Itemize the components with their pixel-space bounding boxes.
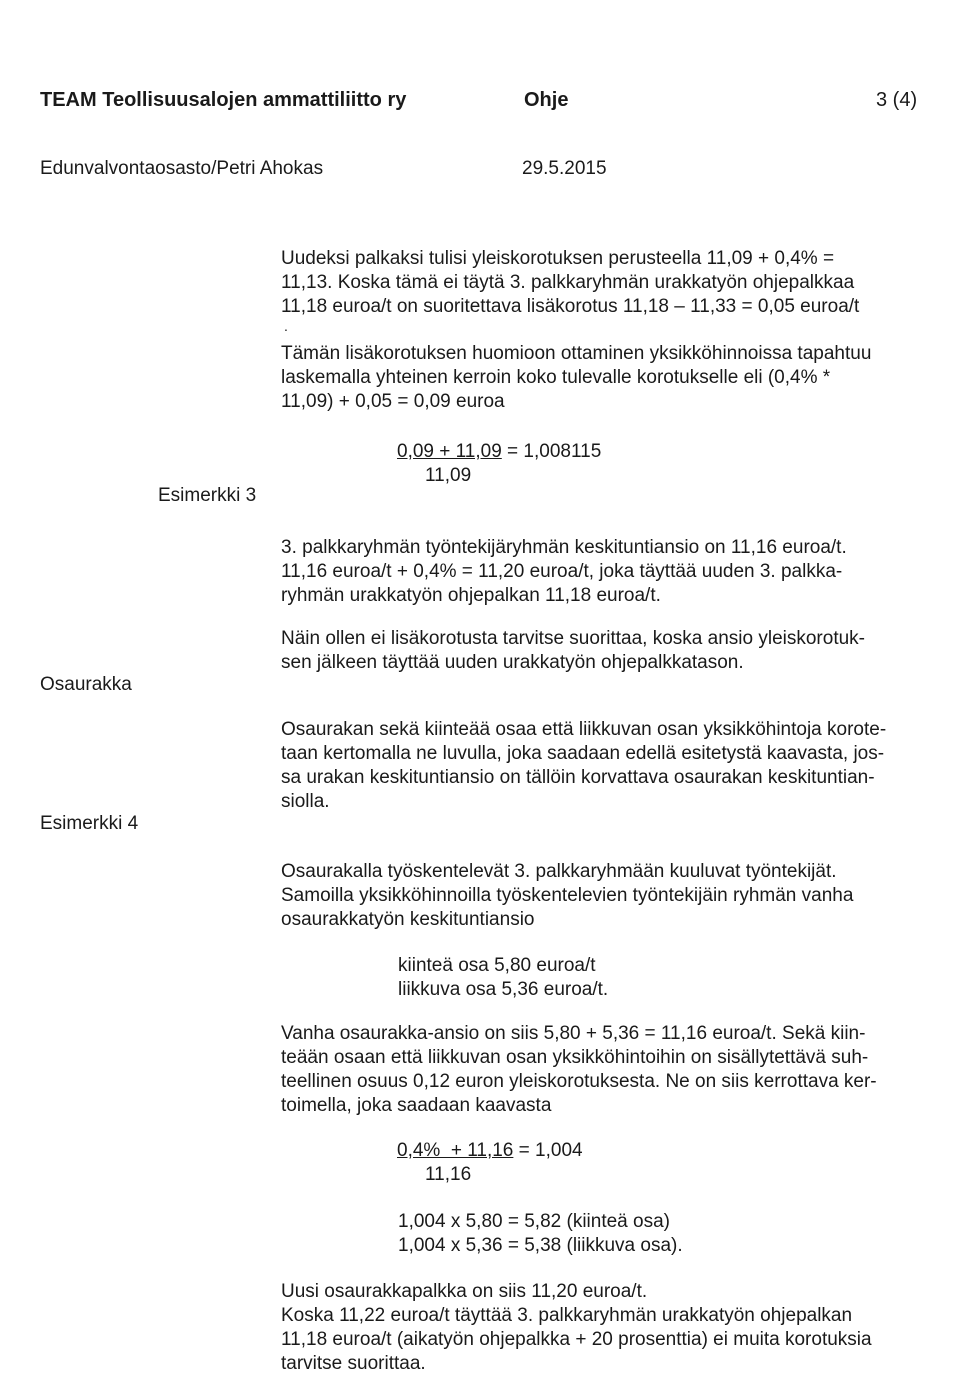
department: Edunvalvontaosasto/Petri Ahokas xyxy=(40,158,324,179)
formula-2-numerator: 0,4% + 11,16 xyxy=(397,1140,514,1161)
calc-variable: 1,004 x 5,36 = 5,38 (liikkuva osa). xyxy=(398,1235,683,1256)
paragraph-line: Uudeksi palkaksi tulisi yleiskorotuksen perusteella 11,09 + 0,4% = xyxy=(281,248,835,269)
paragraph-line: Osaurakalla työskentelevät 3. palkkaryhmään kuuluvat työntekijät. xyxy=(281,861,837,882)
paragraph-line: Osaurakan sekä kiinteää osaa että liikkuvan osan yksikköhintoja korote- xyxy=(281,719,887,740)
formula-1-line xyxy=(397,441,601,463)
page-number: 3 (4) xyxy=(876,89,918,111)
calc-fixed: 1,004 x 5,80 = 5,82 (kiinteä osa) xyxy=(398,1211,670,1232)
paragraph-6 xyxy=(281,860,853,932)
paragraph-line: toimella, joka saadaan kaavasta xyxy=(281,1095,552,1116)
paragraph-line: sen jälkeen täyttää uuden urakkatyön ohjepalkkatason. xyxy=(281,652,744,673)
margin-label-example4: Esimerkki 4 xyxy=(40,813,139,834)
document-type: Ohje xyxy=(524,89,569,111)
paragraph-line: osaurakkatyön keskituntiansio xyxy=(281,909,535,930)
paragraph-line: taan kertomalla ne luvulla, joka saadaan edellä esitetystä kaavasta, jos- xyxy=(281,743,885,764)
margin-label-piecework: Osaurakka xyxy=(40,674,132,695)
paragraph-line: Vanha osaurakka-ansio on siis 5,80 + 5,36 = 11,16 euroa/t. Sekä kiin- xyxy=(281,1023,866,1044)
paragraph-line: ryhmän urakkatyön ohjepalkan 11,18 euroa/t. xyxy=(281,585,661,606)
formula-1-result: = 1,008115 xyxy=(501,441,602,462)
paragraph-line: tarvitse suorittaa. xyxy=(281,1353,426,1374)
wage-part-fixed: kiinteä osa 5,80 euroa/t xyxy=(398,955,596,976)
formula-1-numerator: 0,09 + 11,09 xyxy=(397,441,502,462)
formula-1-denominator: 11,09 xyxy=(425,465,472,486)
document-date: 29.5.2015 xyxy=(522,158,607,179)
paragraph-line: 11,16 euroa/t + 0,4% = 11,20 euroa/t, joka täyttää uuden 3. palkka- xyxy=(281,561,843,582)
stray-dot: . xyxy=(284,318,288,334)
paragraph-line: 3. palkkaryhmän työntekijäryhmän keskituntiansio on 11,16 euroa/t. xyxy=(281,537,847,558)
paragraph-line: laskemalla yhteinen kerroin koko tulevalle korotukselle eli (0,4% * xyxy=(281,367,831,388)
organization-name: TEAM Teollisuusalojen ammattiliitto ry xyxy=(40,89,407,111)
margin-label-example3: Esimerkki 3 xyxy=(158,485,257,506)
paragraph-4 xyxy=(281,627,865,675)
formula-2-denominator: 11,16 xyxy=(425,1164,472,1185)
paragraph-line: Näin ollen ei lisäkorotusta tarvitse suorittaa, koska ansio yleiskorotuk- xyxy=(281,628,865,649)
calculations xyxy=(398,1210,683,1258)
paragraph-line: siolla. xyxy=(281,791,330,812)
paragraph-line: 11,09) + 0,05 = 0,09 euroa xyxy=(281,391,505,412)
paragraph-line: 11,18 euroa/t on suoritettava lisäkorotus 11,18 – 11,33 = 0,05 euroa/t xyxy=(281,296,860,317)
paragraph-line: 11,18 euroa/t (aikatyön ohjepalkka + 20 prosenttia) ei muita korotuksia xyxy=(281,1329,872,1350)
paragraph-7 xyxy=(281,1022,877,1118)
paragraph-line: Samoilla yksikköhinnoilla työskentelevien työntekijäin ryhmän vanha xyxy=(281,885,854,906)
formula-2-line xyxy=(397,1140,583,1162)
paragraph-2 xyxy=(281,342,871,414)
paragraph-8 xyxy=(281,1280,872,1376)
paragraph-line: Uusi osaurakkapalkka on siis 11,20 euroa/t. xyxy=(281,1281,648,1302)
paragraph-1 xyxy=(281,247,859,319)
paragraph-line: teään osaan että liikkuvan osan yksikköhintoihin on sisällytettävä suh- xyxy=(281,1047,869,1068)
paragraph-line: 11,13. Koska tämä ei täytä 3. palkkaryhmän urakkatyön ohjepalkkaa xyxy=(281,272,855,293)
paragraph-line: sa urakan keskituntiansio on tällöin korvattava osaurakan keskituntian- xyxy=(281,767,875,788)
paragraph-line: Tämän lisäkorotuksen huomioon ottaminen yksikköhinnoissa tapahtuu xyxy=(281,343,872,364)
paragraph-line: teellinen osuus 0,12 euron yleiskorotuksesta. Ne on siis kerrottava ker- xyxy=(281,1071,877,1092)
paragraph-line: Koska 11,22 euroa/t täyttää 3. palkkaryhmän urakkatyön ohjepalkan xyxy=(281,1305,853,1326)
wage-parts xyxy=(398,954,608,1002)
formula-2-result: = 1,004 xyxy=(513,1140,583,1161)
paragraph-3 xyxy=(281,536,847,608)
paragraph-5 xyxy=(281,718,886,814)
wage-part-variable: liikkuva osa 5,36 euroa/t. xyxy=(398,979,609,1000)
